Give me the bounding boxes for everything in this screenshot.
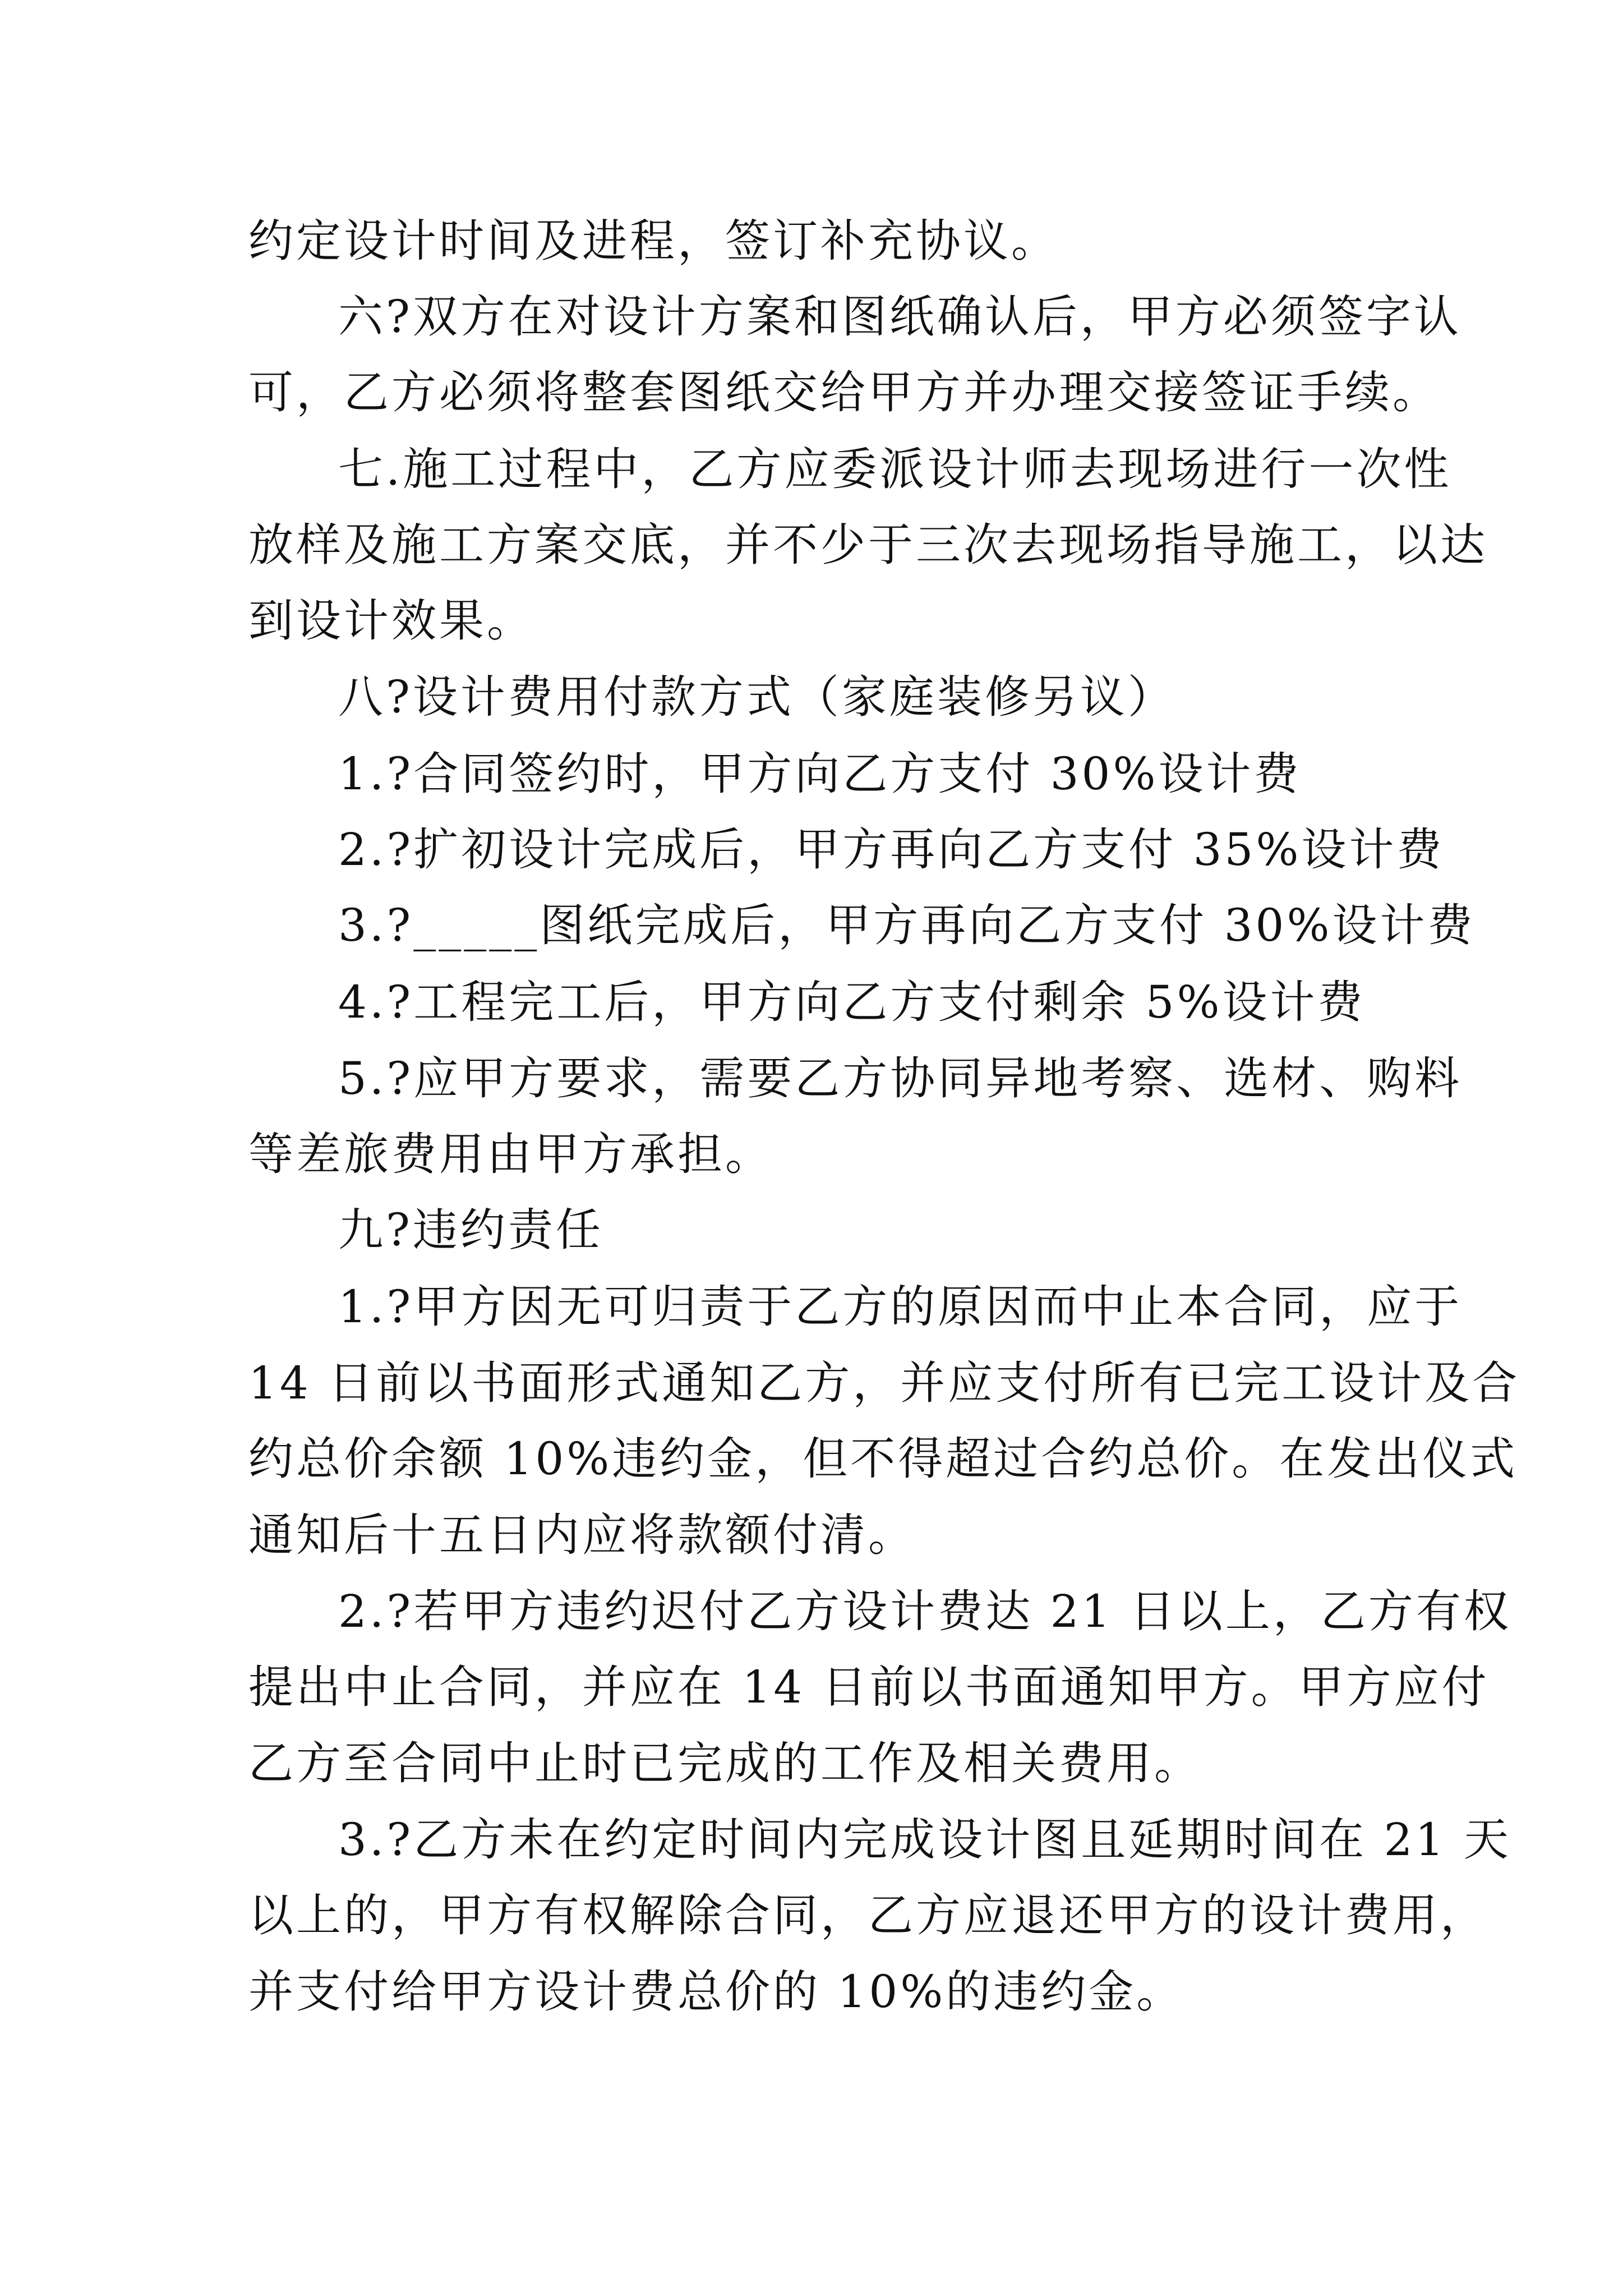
text-line: 5.?应甲方要求，需要乙方协同异地考察、选材、购料	[338, 1052, 1463, 1105]
text-line: 并支付给甲方设计费总价的 10%的违约金。	[248, 1966, 1184, 2018]
text-line: 八?设计费用付款方式（家庭装修另议）	[338, 671, 1175, 723]
text-line: 提出中止合同，并应在 14 日前以书面通知甲方。甲方应付	[248, 1661, 1490, 1713]
text-line: 约定设计时间及进程，签订补充协议。	[248, 215, 1059, 267]
text-line: 等差旅费用由甲方承担。	[248, 1128, 773, 1180]
text-line: 约总价余额 10%违约金，但不得超过合约总价。在发出仪式	[248, 1433, 1518, 1485]
text-line: 以上的，甲方有权解除合同，乙方应退还甲方的设计费用，	[248, 1889, 1488, 1941]
text-line: 通知后十五日内应将款额付清。	[248, 1509, 916, 1561]
text-line: 六?双方在对设计方案和图纸确认后，甲方必须签字认	[338, 291, 1461, 343]
text-line: 2.?若甲方违约迟付乙方设计费达 21 日以上，乙方有权	[338, 1585, 1511, 1637]
text-line: 4.?工程完工后，甲方向乙方支付剩余 5%设计费	[338, 976, 1366, 1028]
text-line: 到设计效果。	[248, 595, 534, 647]
text-line: 2.?扩初设计完成后，甲方再向乙方支付 35%设计费	[338, 823, 1445, 876]
text-line: 七.施工过程中，乙方应委派设计师去现场进行一次性	[338, 443, 1452, 495]
text-line: 1.?甲方因无可归责于乙方的原因而中止本合同，应于	[338, 1281, 1463, 1333]
text-line: 1.?合同签约时，甲方向乙方支付 30%设计费	[338, 748, 1302, 800]
text-line: 可，乙方必须将整套图纸交给甲方并办理交接签证手续。	[248, 366, 1440, 418]
text-line: 3.?_____图纸完成后，甲方再向乙方支付 30%设计费	[338, 899, 1476, 951]
text-line: 放样及施工方案交底，并不少于三次去现场指导施工，以达	[248, 519, 1488, 571]
text-line: 九?违约责任	[338, 1204, 603, 1256]
text-line: 乙方至合同中止时已完成的工作及相关费用。	[248, 1737, 1202, 1789]
text-line: 3.?乙方未在约定时间内完成设计图且延期时间在 21 天	[338, 1814, 1511, 1866]
text-line: 14 日前以书面形式通知乙方，并应支付所有已完工设计及合	[248, 1357, 1520, 1409]
